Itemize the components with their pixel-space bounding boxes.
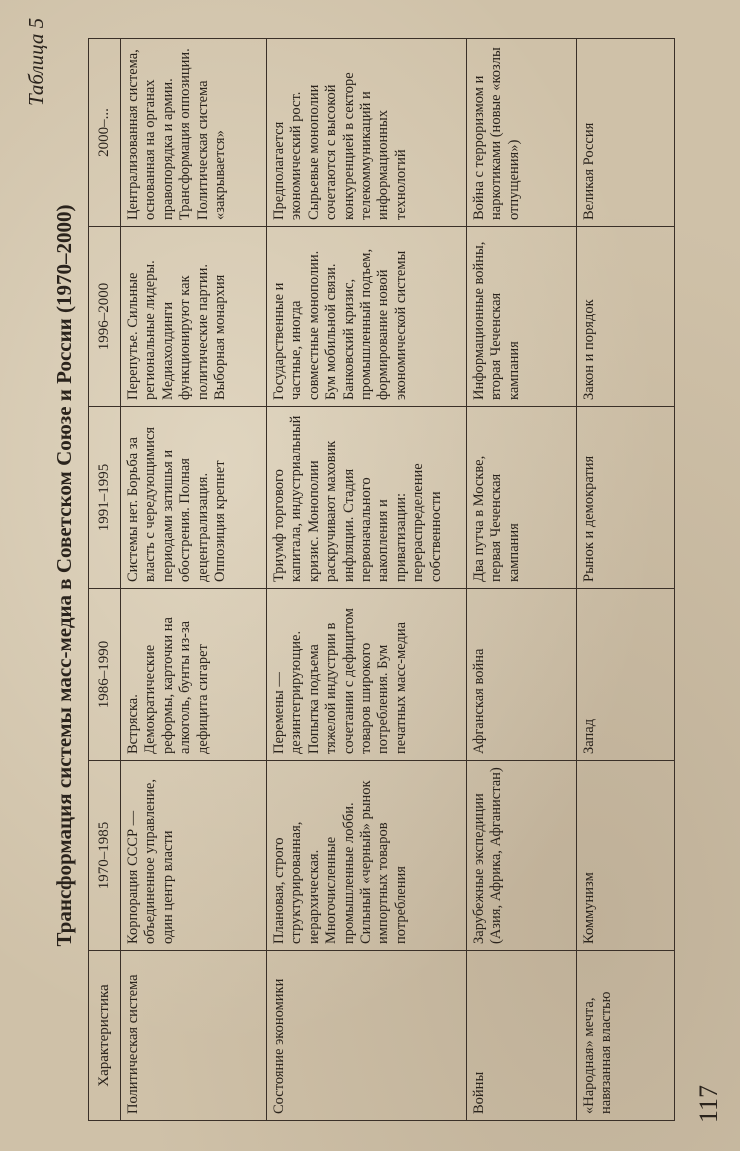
- table-cell: Перемены — дезинтегрирующие. Попытка подъема тяжелой индустрии в сочетании с дефицитом товаров широкого потребления. Бум печатных масс-медиа: [267, 589, 467, 761]
- table-cell: Системы нет. Борьба за власть с чередующимися периодами затишья и обострения. Полная децентрализация. Оппозиция крепнет: [121, 407, 267, 589]
- table-cell: Запад: [577, 589, 675, 761]
- table-row-economy: [267, 39, 467, 1121]
- row-label: Войны: [467, 951, 577, 1121]
- table-number-label: Таблица 5: [24, 17, 48, 106]
- header-characteristic: Характеристика: [89, 951, 121, 1121]
- table-cell: Коммунизм: [577, 761, 675, 951]
- table-cell: Государственные и частные, иногда совместные монополии. Бум мобильной связи. Банковский кризис, промышленный подъем, формирование новой экономической системы: [267, 227, 467, 407]
- header-1970-1985: 1970–1985: [89, 761, 121, 951]
- table-cell: Война с терроризмом и наркотиками (новые «козлы отпущения»): [467, 39, 577, 227]
- table-cell: Информационные войны, вторая Чеченская кампания: [467, 227, 577, 407]
- row-label: Состояние экономики: [267, 951, 467, 1121]
- table-cell: Централизованная система, основанная на органах правопорядка и армии. Трансформация оппозиции. Политическая система «закрывается»: [121, 39, 267, 227]
- page-number: 117: [694, 1084, 723, 1123]
- table-row-political-system: [121, 39, 267, 1121]
- media-transformation-table: [88, 38, 675, 1121]
- header-1986-1990: 1986–1990: [89, 589, 121, 761]
- table-cell: Встряска. Демократические реформы, карточки на алкоголь, бунты из-за дефицита сигарет: [121, 589, 267, 761]
- table-title: Трансформация системы масс-медиа в Советском Союзе и России (1970–2000): [52, 204, 76, 947]
- table-cell: Афганская война: [467, 589, 577, 761]
- table-cell: Великая Россия: [577, 39, 675, 227]
- table-row-wars: [467, 39, 577, 1121]
- header-1991-1995: 1991–1995: [89, 407, 121, 589]
- table-cell: Предполагается экономический рост. Сырьевые монополии сочетаются с высокой конкуренцией в секторе телекоммуникаций и информационных технологий: [267, 39, 467, 227]
- table-cell: Рынок и демократия: [577, 407, 675, 589]
- table-cell: Закон и порядок: [577, 227, 675, 407]
- table-cell: Два путча в Москве, первая Чеченская кампания: [467, 407, 577, 589]
- header-1996-2000: 1996–2000: [89, 227, 121, 407]
- row-label: «Народная» мечта, навязанная властью: [577, 951, 675, 1121]
- table-cell: Корпорация СССР — объединенное управление, один центр власти: [121, 761, 267, 951]
- table-row-national-dream: [577, 39, 675, 1121]
- table-cell: Перепутье. Сильные региональные лидеры. Медиахолдинги функционируют как политические партии. Выборная монархия: [121, 227, 267, 407]
- table-cell: Плановая, строго структурированная, иерархическая. Многочисленные промышленные лобби. Сильный «черный» рынок импортных товаров потребления: [267, 761, 467, 951]
- table-cell: Зарубежные экспедиции (Азия, Африка, Афганистан): [467, 761, 577, 951]
- table-cell: Триумф торгового капитала, индустриальный кризис. Монополии раскручивают маховик инфляции. Стадия первоначального накопления и приватизации: перераспределение собственности: [267, 407, 467, 589]
- row-label: Политическая система: [121, 951, 267, 1121]
- table-header-row: [89, 39, 121, 1121]
- header-2000-onward: 2000–...: [89, 39, 121, 227]
